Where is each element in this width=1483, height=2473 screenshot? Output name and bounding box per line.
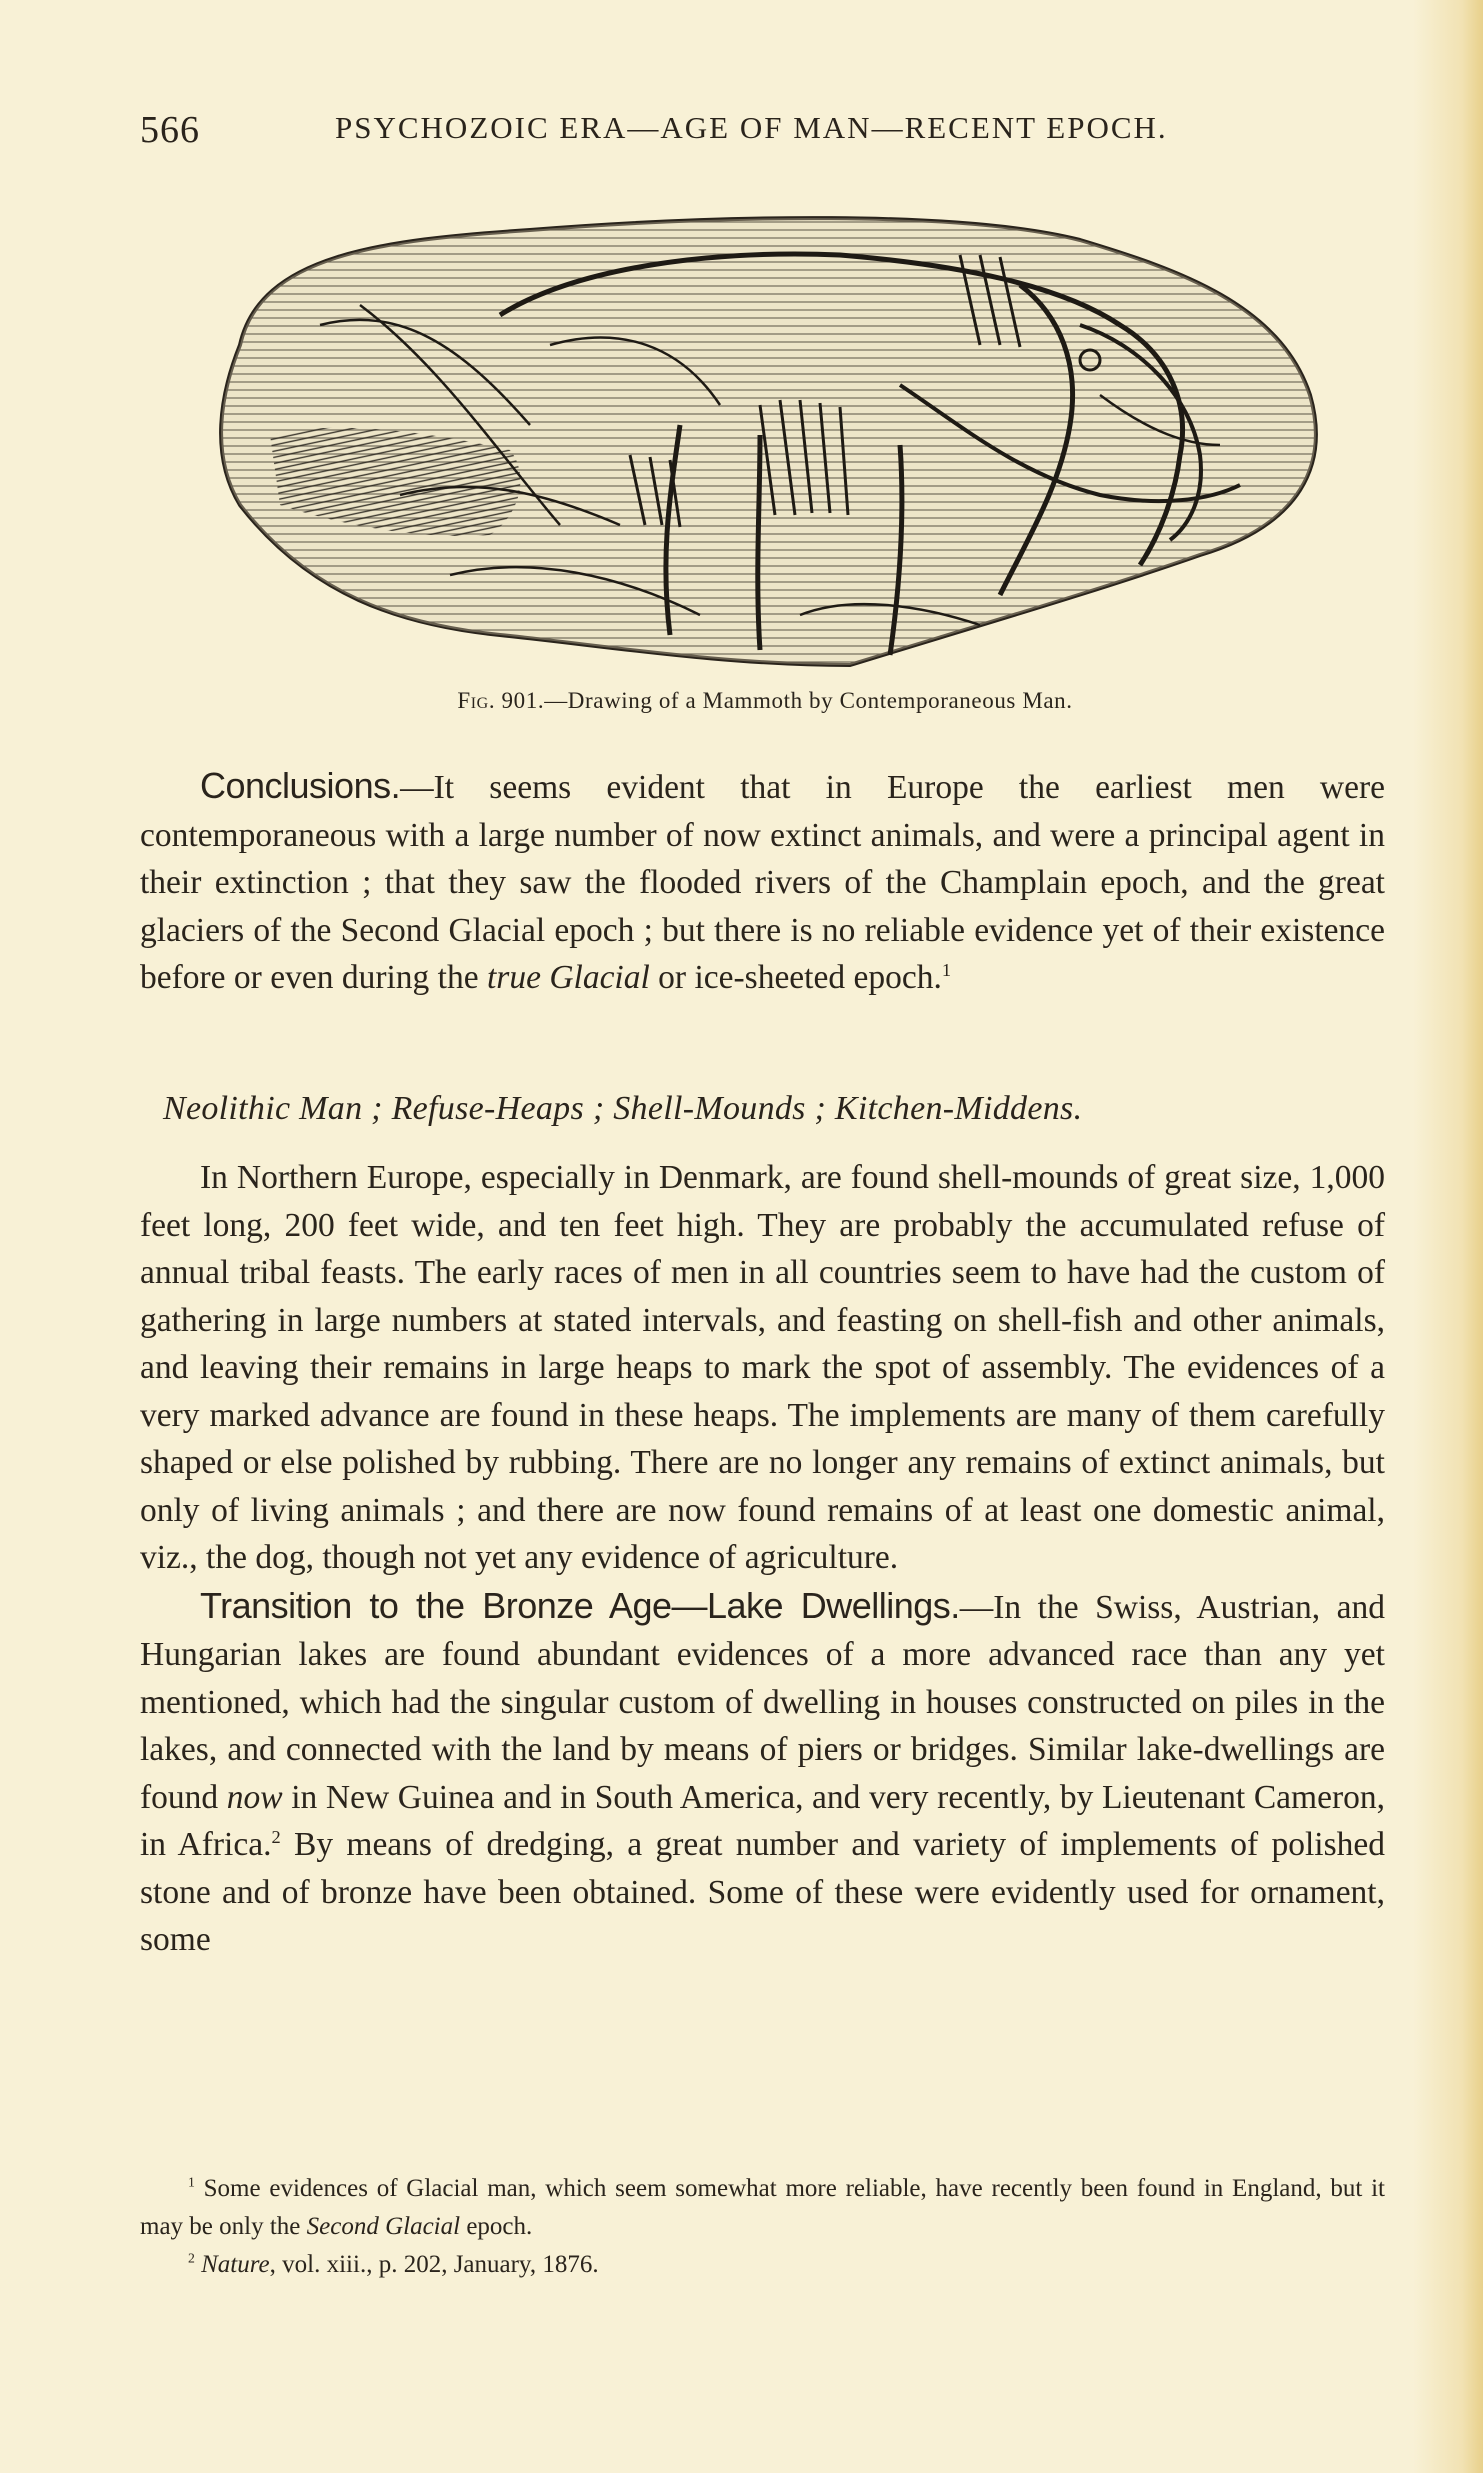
- section-subheading: Neolithic Man ; Refuse-Heaps ; Shell-Mounds ; Kitchen-Middens.: [163, 1090, 1083, 1127]
- shell-mounds-paragraph: In Northern Europe, especially in Denmark, are found shell-mounds of great size, 1,000 feet long, 200 feet wide, and ten feet high. They are probably the accumulated refuse of annual tribal feasts. The early races of men in all countries seem to have had the custom of gathering in large numbers at stated intervals, and feasting on shell-fish and other animals, and leaving their remains in large heaps to mark the spot of assembly. The evidences of a very marked advance are found in these heaps. The implements are many of them carefully shaped or else polished by rubbing. There are no longer any remains of extinct animals, but only of living animals ; and there are now found remains of at least one domestic animal, viz., the dog, though not yet any evidence of agriculture.: [140, 1159, 1385, 1576]
- mammoth-engraving-figure: [200, 195, 1330, 685]
- mammoth-engraving-image: [200, 195, 1330, 685]
- footnote-1: $^1$ Some evidences of Glacial man, which seem somewhat more reliable, have recently been found in England, but it may be only the Second Glacial epoch.: [140, 2174, 1385, 2240]
- running-title: PSYCHOZOIC ERA—AGE OF MAN—RECENT EPOCH.: [335, 110, 1168, 145]
- conclusions-heading: Conclusions.: [200, 765, 401, 806]
- footnote-ref-2: 2: [271, 1826, 281, 1847]
- transition-heading: Transition to the Bronze Age—Lake Dwellings.: [200, 1584, 960, 1626]
- footnote-2: $^2$ Nature, vol. xiii., p. 202, January, 1876.: [188, 2250, 599, 2278]
- footnotes: [140, 2170, 1385, 2284]
- footnote-ref-1: 1: [941, 959, 952, 980]
- conclusions-paragraph: Conclusions.—It seems evident that in Europe the earliest men were contemporaneous with a large number of now extinct animals, and were a principal agent in their extinction ; that they saw the flooded rivers of the Champlain epoch, and the great glaciers of the Second Glacial epoch ; but there is no reliable evidence yet of their existence before or even during the true Glacial or ice-sheeted epoch.$^1$: [140, 765, 1385, 996]
- conclusions-section: [140, 762, 1385, 1002]
- running-head: [140, 108, 1390, 158]
- page-edge-shading: [1413, 0, 1483, 2473]
- figure-label: Fig. 901.: [457, 688, 545, 713]
- transition-paragraph: Transition to the Bronze Age—Lake Dwellings.—In the Swiss, Austrian, and Hungarian lakes are found abundant evidences of a more advanced race than any yet mentioned, which had the singular custom of dwelling in houses constructed on piles in the lakes, and connected with the land by means of piers or bridges. Similar lake-dwellings are found now in New Guinea and in South America, and very recently, by Lieutenant Cameron, in Africa.$^2$ By means of dredging, a great number and variety of implements of polished stone and of bronze have been obtained. Some of these were evidently used for ornament, some: [140, 1584, 1385, 1958]
- figure-caption: [140, 688, 1390, 714]
- page-number: 566: [140, 109, 200, 151]
- figure-caption-text: —Drawing of a Mammoth by Contemporaneous Man.: [544, 688, 1073, 713]
- shell-mounds-section: [140, 1154, 1385, 1964]
